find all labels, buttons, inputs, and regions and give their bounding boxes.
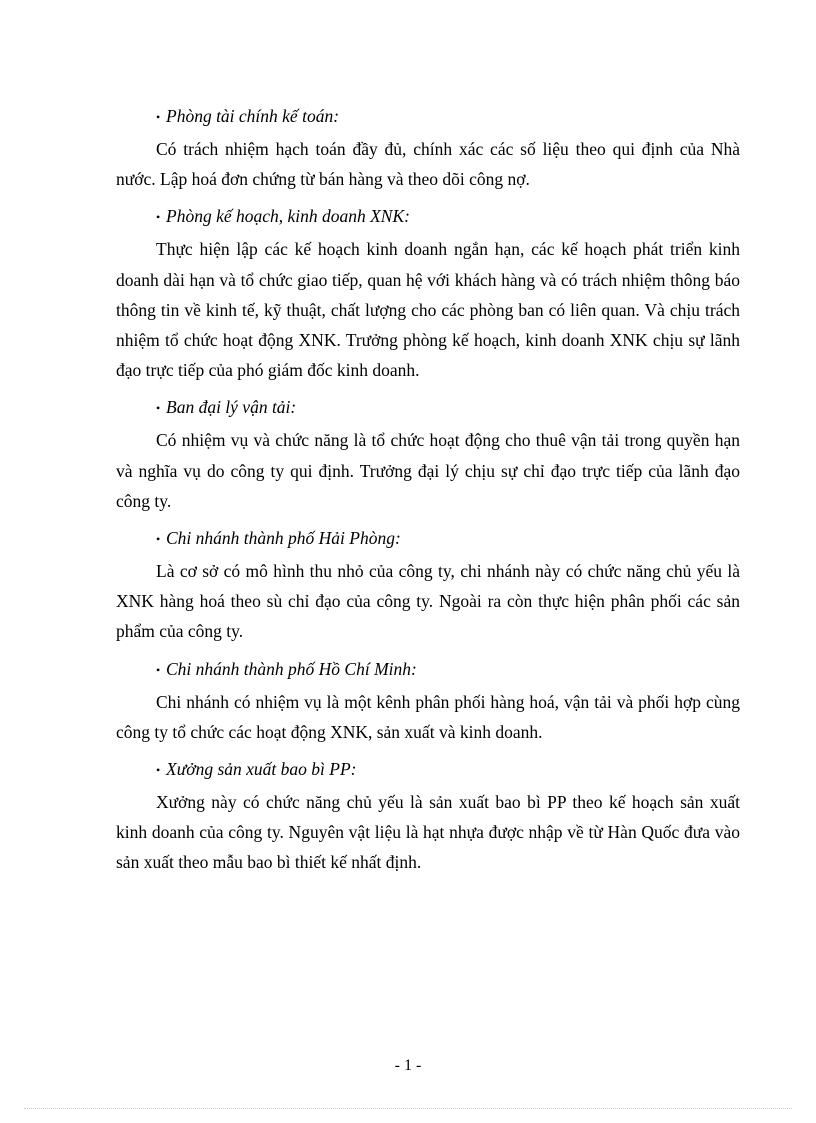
bullet-icon: • [156, 662, 161, 677]
section-paragraph-finance: Có trách nhiệm hạch toán đầy đủ, chính xác các số liệu theo qui định của Nhà nước. Lập hoá đơn chứng từ bán hàng và theo dõi công nợ. [116, 139, 740, 190]
bullet-icon: • [156, 210, 161, 225]
bullet-icon: • [156, 763, 161, 778]
section-heading-finance [116, 100, 740, 134]
section-heading-text: Phòng tài chính kế toán: [166, 106, 340, 126]
bullet-icon: • [156, 110, 161, 124]
section-paragraph-pp-factory: Xưởng này có chức năng chủ yếu là sản xuất bao bì PP theo kế hoạch sản xuất kinh doanh của công ty. Nguyên vật liệu là hạt nhựa được nhập về từ Hàn Quốc đưa vào sản xuất theo mẫu bao bì thiết kế nhất định. [116, 792, 740, 873]
section-heading-text: Phòng kế hoạch, kinh doanh XNK: [166, 206, 410, 227]
section-heading-planning [116, 200, 740, 234]
section-heading-text: Chi nhánh thành phố Hồ Chí Minh: [166, 658, 417, 679]
section-heading-pp-factory [116, 753, 740, 787]
section-paragraph-planning: Thực hiện lập các kế hoạch kinh doanh ngắn hạn, các kế hoạch phát triển kinh doanh dài hạn và tổ chức giao tiếp, quan hệ với khách hàng và có trách nhiệm thông báo thông tin về kinh tế, kỹ thuật, chất lượng cho các phòng ban có liên quan. Và chịu trách nhiệm tổ chức hoạt động XNK. Trưởng phòng kế hoạch, kinh doanh XNK chịu sự lãnh đạo trực tiếp của phó giám đốc kinh doanh. [116, 239, 740, 381]
section-heading-haiphong-branch [116, 522, 740, 556]
section-heading-text: Ban đại lý vận tải: [166, 397, 297, 418]
document-body [116, 100, 740, 884]
section-paragraph-haiphong-branch: Là cơ sở có mô hình thu nhỏ của công ty, chi nhánh này có chức năng chủ yếu là XNK hàng hoá theo sù chỉ đạo của công ty. Ngoài ra còn thực hiện phân phối các sản phẩm của công ty. [116, 561, 740, 642]
page-bottom-border [24, 1108, 792, 1109]
bullet-icon: • [156, 532, 161, 547]
section-heading-text: Chi nhánh thành phố Hải Phòng: [166, 528, 401, 549]
section-paragraph-transport-agency: Có nhiệm vụ và chức năng là tổ chức hoạt động cho thuê vận tải trong quyền hạn và nghĩa vụ do công ty qui định. Trưởng đại lý chịu sự chỉ đạo trực tiếp của lãnh đạo công ty. [116, 430, 740, 511]
section-heading-hcmc-branch [116, 653, 740, 687]
section-heading-text: Xưởng sản xuất bao bì PP: [166, 759, 357, 780]
page-number: - 1 - [394, 1057, 422, 1074]
section-paragraph-hcmc-branch: Chi nhánh có nhiệm vụ là một kênh phân phối hàng hoá, vận tải và phối hợp cùng công ty tổ chức các hoạt động XNK, sản xuất và kinh doanh. [116, 691, 740, 742]
bullet-icon: • [156, 401, 161, 416]
section-heading-transport-agency [116, 391, 740, 425]
